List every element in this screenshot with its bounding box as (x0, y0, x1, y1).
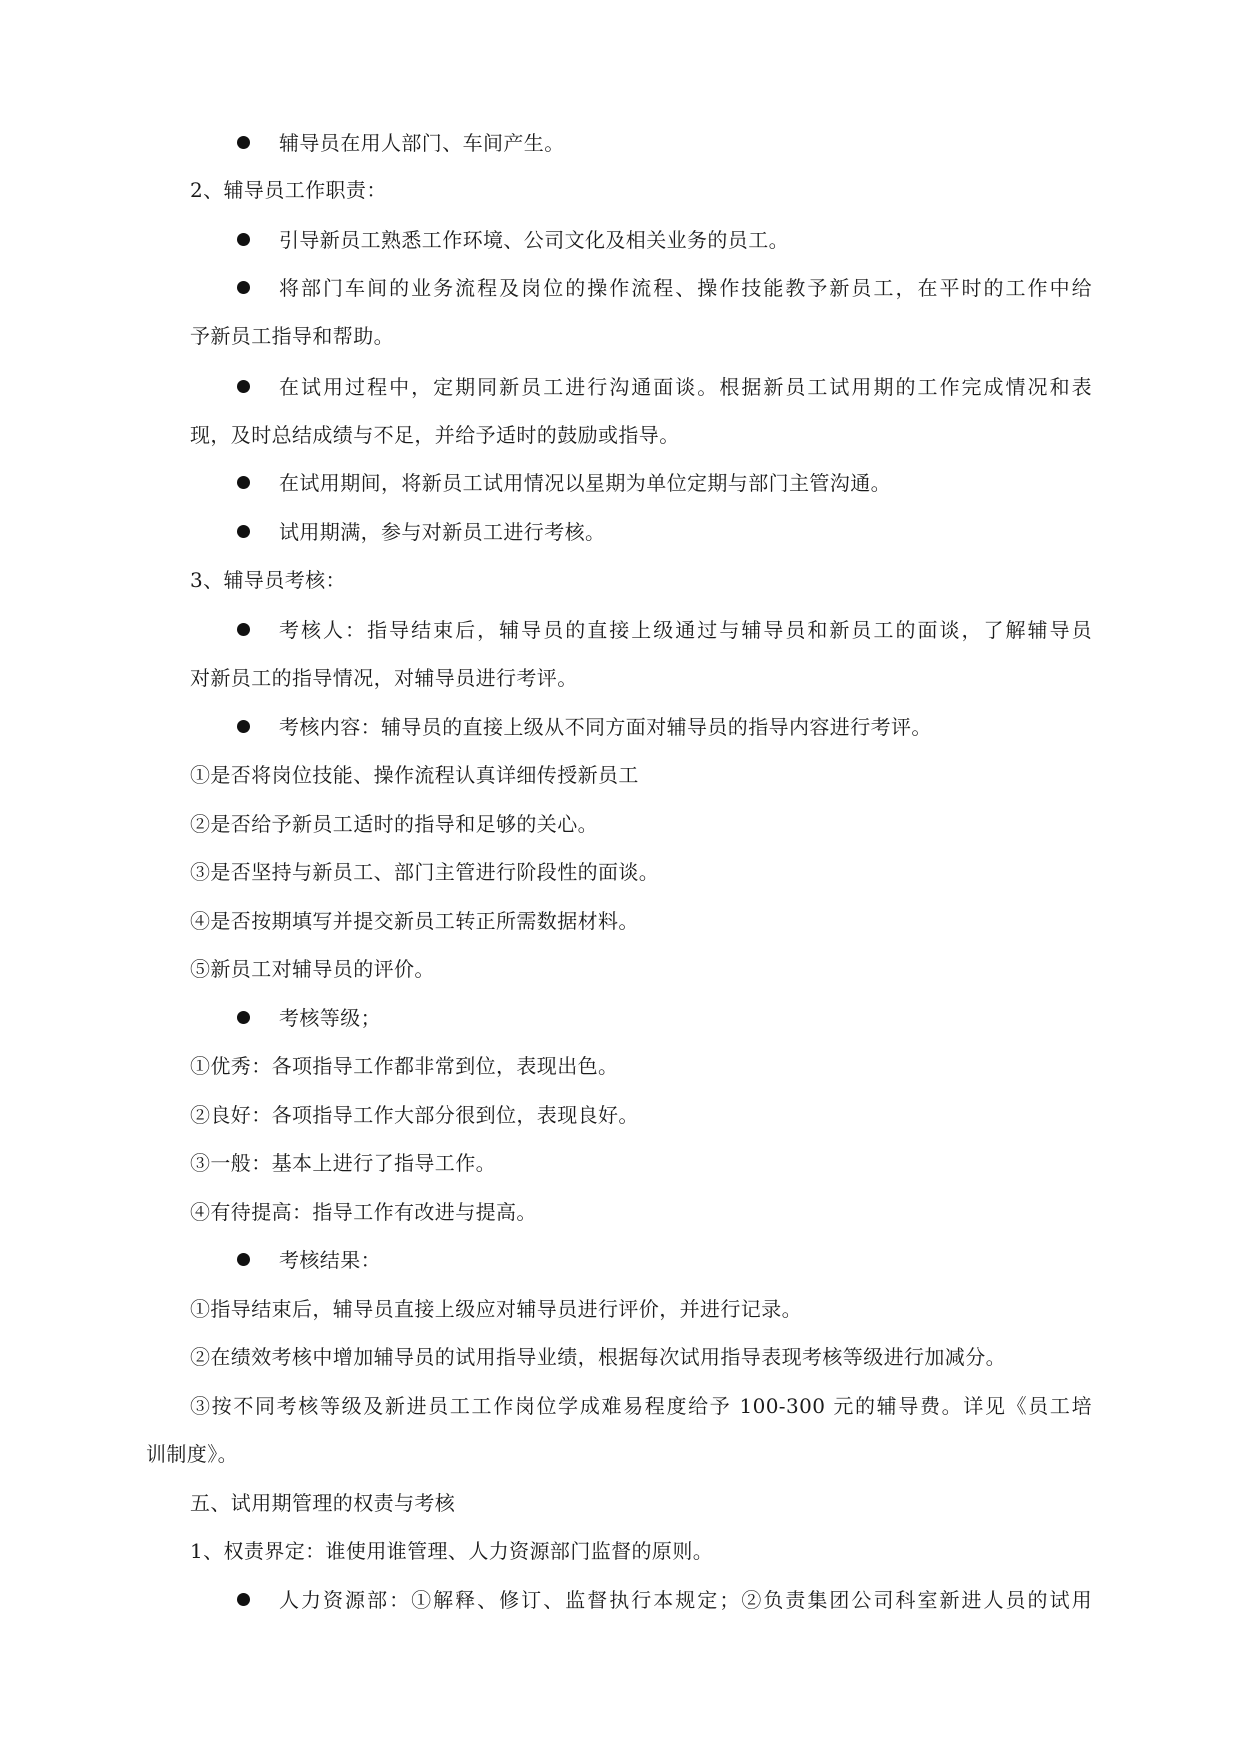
bullet-dot-icon (237, 476, 250, 489)
bullet-dot-icon (237, 1011, 250, 1024)
line-text: 辅导员在用人部门、车间产生。 (279, 131, 565, 155)
line-text: 考核等级； (279, 1006, 381, 1030)
line-text: 引导新员工熟悉工作环境、公司文化及相关业务的员工。 (279, 228, 789, 252)
result-item: ③按不同考核等级及新进员工工作岗位学成难易程度给予 100-300 元的辅导费。详见《员工培 (190, 1394, 1092, 1418)
continuation-line: 予新员工指导和帮助。 (190, 324, 394, 348)
bullet-dot-icon (237, 623, 250, 636)
section-heading: 五、试用期管理的权责与考核 (190, 1491, 456, 1515)
bullet-dot-icon (237, 720, 250, 733)
numbered-heading: 3、辅导员考核： (190, 568, 346, 592)
criteria-item: ②是否给予新员工适时的指导和足够的关心。 (190, 812, 598, 836)
grade-item: ①优秀：各项指导工作都非常到位，表现出色。 (190, 1054, 619, 1078)
bullet-dot-icon (237, 525, 250, 538)
continuation-line: 现，及时总结成绩与不足，并给予适时的鼓励或指导。 (190, 423, 680, 447)
line-text: 考核结果： (279, 1248, 381, 1272)
continuation-line: 训制度》。 (146, 1442, 238, 1466)
bullet-dot-icon (237, 136, 250, 149)
line-text: 将部门车间的业务流程及岗位的操作流程、操作技能教予新员工，在平时的工作中给 (279, 276, 1092, 300)
bullet-dot-icon (237, 233, 250, 246)
line-text: 人力资源部：①解释、修订、监督执行本规定；②负责集团公司科室新进人员的试用 (279, 1588, 1092, 1612)
bullet-dot-icon (237, 380, 250, 393)
criteria-item: ④是否按期填写并提交新员工转正所需数据材料。 (190, 909, 639, 933)
line-text: 在试用过程中，定期同新员工进行沟通面谈。根据新员工试用期的工作完成情况和表 (279, 375, 1092, 399)
line-text: 试用期满，参与对新员工进行考核。 (279, 520, 606, 544)
numbered-heading: 1、权责界定：谁使用谁管理、人力资源部门监督的原则。 (190, 1539, 714, 1563)
numbered-heading: 2、辅导员工作职责： (190, 178, 387, 202)
result-item: ①指导结束后，辅导员直接上级应对辅导员进行评价，并进行记录。 (190, 1297, 802, 1321)
grade-item: ③一般：基本上进行了指导工作。 (190, 1151, 496, 1175)
line-text: 在试用期间，将新员工试用情况以星期为单位定期与部门主管沟通。 (279, 471, 891, 495)
line-text: 考核内容：辅导员的直接上级从不同方面对辅导员的指导内容进行考评。 (279, 715, 932, 739)
line-text: 考核人：指导结束后，辅导员的直接上级通过与辅导员和新员工的面谈，了解辅导员 (279, 618, 1092, 642)
result-item: ②在绩效考核中增加辅导员的试用指导业绩，根据每次试用指导表现考核等级进行加减分。 (190, 1345, 1006, 1369)
criteria-item: ③是否坚持与新员工、部门主管进行阶段性的面谈。 (190, 860, 660, 884)
grade-item: ②良好：各项指导工作大部分很到位，表现良好。 (190, 1103, 639, 1127)
grade-item: ④有待提高：指导工作有改进与提高。 (190, 1200, 537, 1224)
criteria-item: ①是否将岗位技能、操作流程认真详细传授新员工 (190, 763, 639, 787)
bullet-dot-icon (237, 1253, 250, 1266)
continuation-line: 对新员工的指导情况，对辅导员进行考评。 (190, 666, 578, 690)
bullet-dot-icon (237, 281, 250, 294)
bullet-dot-icon (237, 1593, 250, 1606)
criteria-item: ⑤新员工对辅导员的评价。 (190, 957, 435, 981)
